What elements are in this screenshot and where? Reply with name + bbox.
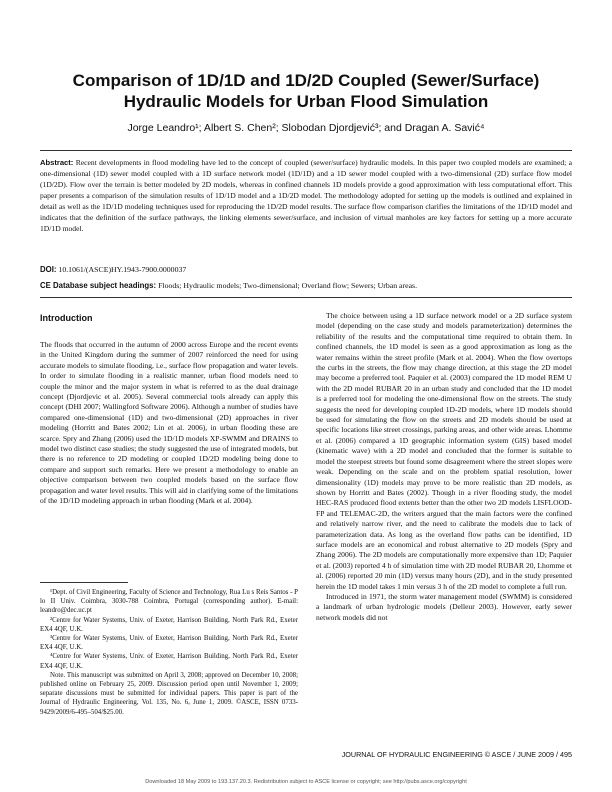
journal-footer: JOURNAL OF HYDRAULIC ENGINEERING © ASCE / JUNE 2009 / 495 — [341, 750, 572, 759]
top-divider — [40, 150, 572, 151]
abstract-text: Recent developments in flood modeling have led to the concept of coupled (sewer/surface) hydraulic models. In this paper two coupled models are examined; a one-dimensional (1D) sewer model coupled with a 1D surface network model (1D/1D) and a 1D sewer model coupled with a two-dimensional (2D) surface flow model (1D/2D). Flow over the terrain is better modeled by 2D models, whereas in confined channels 1D models provide a good approximation with less computational effort. This paper presents a comparison of the simulation results of 1D/1D model and a 1D/2D model. The methodology adopted for setting up the models is outlined and explained in detail as well as the 1D/1D modeling techniques used for reproducing the 1D/2D model results. The surface flow comparison clarifies the limitations of the 1D/1D model and indicates that the definition of the surface pathways, the linking elements sewer/surface, and inclusion of virtual manholes are key factors for setting up a more accurate 1D/1D model. — [40, 158, 572, 233]
right-paragraph-2: Introduced in 1971, the storm water management model (SWMM) is considered a landmark of urban hydrologic models (Delleur 2003). However, early sewer network models did not — [316, 591, 572, 622]
footnote-rule — [40, 582, 128, 583]
section-heading-introduction: Introduction — [40, 313, 93, 323]
footnote-4: ⁴Centre for Water Systems, Univ. of Exeter, Harrison Building, North Park Rd., Exeter EX4 4QF, U.K. — [40, 653, 298, 670]
ce-database-headings — [40, 281, 417, 290]
abstract-label: Abstract: — [40, 158, 74, 167]
abstract-bottom-divider — [40, 297, 572, 298]
doi — [40, 265, 186, 274]
footnote-3: ³Centre for Water Systems, Univ. of Exeter, Harrison Building, North Park Rd., Exeter EX4 4QF, U.K. — [40, 635, 298, 652]
ce-database-value: Floods; Hydraulic models; Two-dimensional; Overland flow; Sewers; Urban areas. — [158, 281, 418, 290]
abstract — [40, 157, 572, 234]
doi-value[interactable]: 10.1061/(ASCE)HY.1943-7900.0000037 — [58, 265, 187, 274]
paper-title: Comparison of 1D/1D and 1D/2D Coupled (Sewer/Surface) Hydraulic Models for Urban Flood Simulation — [72, 71, 540, 111]
author-list: Jorge Leandro¹; Albert S. Chen²; Slobodan Djordjević³; and Dragan A. Savić⁴ — [127, 122, 485, 134]
right-column-body — [316, 311, 572, 623]
left-paragraph-1: The floods that occurred in the autumn of 2000 across Europe and the recent events in the United Kingdom during the summer of 2007 reinforced the need for using accurate models to simulate flooding, i.e., surface flow propagation and water levels. In order to simulate flooding in a realistic manner, urban flood models need to couple the minor and the major system in what is referred to as the dual drainage concept (Djordjevic et al. 2005). Several commercial tools already can apply this concept (DHI 2007; Wallingford Software 2006). Although a number of studies have compared one-dimensional (1D) and two-dimensional (2D) approaches in river modeling (Horritt and Bates 2002; Lin et al. 2006), in urban flooding these are scarce. Spry and Zhang (2006) used the 1D/1D models XP-SWMM and DRAINS to model two distinct case studies; the study suggested the use of integrated models, but there is no reference to 2D modeling or coupled 1D/2D modeling being done to compare and support such remarks. Here we present a methodology to enable an objective comparison between two coupled models based on the surface flow propagation and water level results. This will aid in clarifying some of the limitations of the 1D/1D modeling approach in urban flooding (Mark et al. 2004). — [40, 340, 298, 506]
footnotes — [40, 588, 298, 717]
ce-database-label: CE Database subject headings: — [40, 281, 157, 290]
download-notice: Downloaded 18 May 2009 to 193.137.20.3. Redistribution subject to ASCE license or copyright; see http://pubs.asce.org/copyright — [145, 779, 467, 785]
left-column-body — [40, 340, 298, 507]
footnote-2: ²Centre for Water Systems, Univ. of Exeter, Harrison Building, North Park Rd., Exeter EX4 4QF, U.K. — [40, 616, 298, 633]
doi-label: DOI: — [40, 265, 57, 274]
footnote-1: ¹Dept. of Civil Engineering, Faculty of Science and Technology, Rua Lu s Reis Santos - P lo II Univ. Coimbra, 3030-788 Coimbra, Portugal (corresponding author). E-mail: leandro@dec.uc.pt — [40, 589, 298, 615]
right-paragraph-1: The choice between using a 1D surface network model or a 2D surface system model (depending on the case study and models parameterization) determines the reliability of the results and the computational time required to obtain them. In confined channels, the 1D model is seen as a good approximation as long as the water remains within the street profile (Mark et al. 2004). When the flow overtops the curbs in the streets, the flow may change direction, at this stage the 2D model may become a preferred tool. Paquier et al. (2003) compared the 1D model REM U with the 2D model RUBAR 20 in an urban study and concluded that the 1D model is a preferred tool for modeling the one-dimensional flow on the streets. The study suggests the need for developing coupled 1D-2D models, where 1D models should be used for simulating the flow on the streets and 2D models should be used at specific locations like street crossings, parking areas, and other wide areas. Lhomme et al. (2006) compared a 1D geographic information system (GIS) based model (kinematic wave) with a 2D model and concluded that the former is suitable to model the steepest streets but found some disagreement where the street slopes were weak. Depending on the scale and on the problem spatial resolution, lower dimensionality (1D) models may prove to be more realistic than 2D models, as shown by Horritt and Bates (2002). Though in a river flooding study, the model HEC-RAS produced flood extents better than the other two 2D models LISFLOOD-FP and TELEMAC-2D, the writers argued that the main factors were the confined and relatively narrow river, and the need to calibrate the models due to lack of parameterization data. As long as the overland flow paths can be identified, 1D surface models are an economical and robust alternative to 2D models (Spry and Zhang 2006). The 2D models are computationally more expensive than 1D; Paquier et al. (2003) reported 4 h of simulation time with 2D model RUBAR 20, Lhomme et al. (2006) reported 20 min (1D) versus many hours (2D), and in the study presented herein the 1D model takes 1 min versus 3 h of the 2D model to complete a full run. — [316, 311, 572, 591]
footnote-note: Note. This manuscript was submitted on April 3, 2008; approved on December 10, 2008; published online on February 25, 2009. Discussion period open until November 1, 2009; separate discussions must be submitted for individual papers. This paper is part of the Journal of Hydraulic Engineering, Vol. 135, No. 6, June 1, 2009. ©ASCE, ISSN 0733-9429/2009/6-495–504/$25.00. — [40, 671, 298, 716]
